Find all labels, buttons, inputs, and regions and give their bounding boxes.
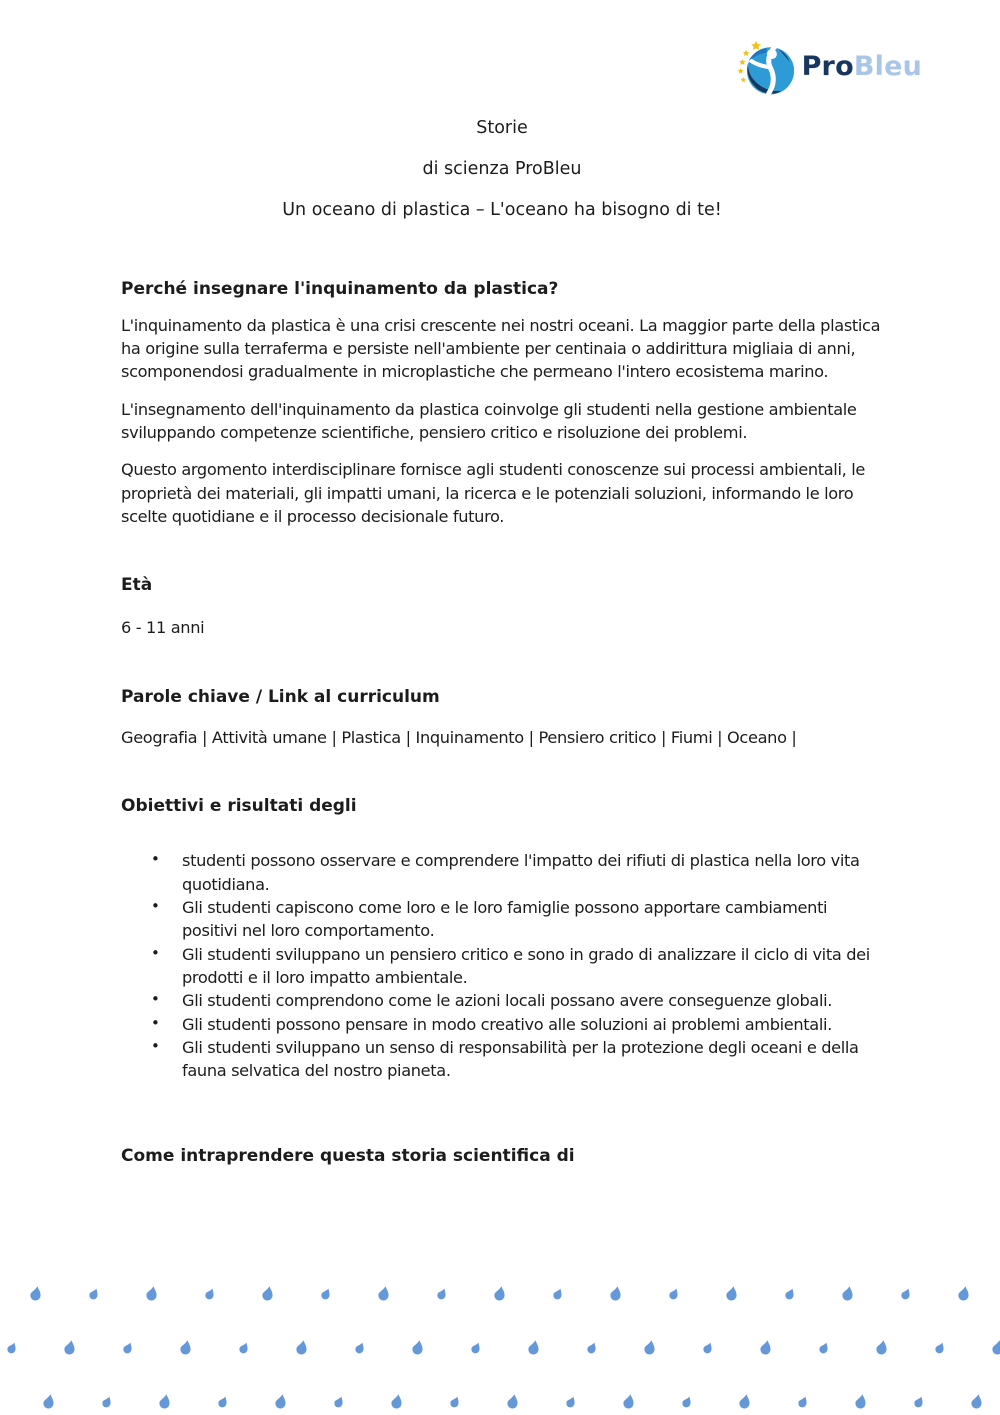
document-title	[121, 118, 883, 222]
water-drop-icon	[204, 1286, 215, 1301]
probleu-logo	[737, 40, 922, 98]
objective-item	[121, 896, 883, 943]
logo-text-bleu: Bleu	[853, 50, 922, 82]
water-drop-icon	[797, 1394, 808, 1409]
heading-how-to-start: Come intraprendere questa storia scientifica di	[121, 1145, 575, 1166]
water-drop-icon	[333, 1394, 344, 1409]
water-drop-icon	[913, 1394, 924, 1409]
water-drop-icon	[30, 1286, 41, 1301]
logo-text-pro: Pro	[801, 50, 854, 82]
heading-keywords: Parole chiave / Link al curriculum	[121, 686, 440, 707]
objective-text: Gli studenti possono pensare in modo creativo alle soluzioni ai problemi ambientali.	[182, 1014, 832, 1034]
water-drop-icon	[565, 1394, 576, 1409]
title-line-1: Storie	[476, 118, 528, 138]
water-drop-icon	[681, 1394, 692, 1409]
bullet-icon: •	[151, 850, 160, 869]
water-drop-icon	[159, 1394, 170, 1409]
objectives-list	[121, 849, 883, 1082]
water-drop-icon	[217, 1394, 228, 1409]
water-drop-icon	[855, 1394, 866, 1409]
water-drop-icon	[971, 1394, 982, 1409]
probleu-wordmark	[801, 50, 922, 86]
objective-text: Gli studenti sviluppano un senso di responsabilità per la protezione degli oceani e della fauna selvatica del nostro pianeta.	[182, 1037, 859, 1081]
water-drop-icon	[702, 1340, 713, 1355]
bullet-icon: •	[151, 1036, 160, 1055]
water-drop-icon	[528, 1340, 539, 1355]
water-drop-icon	[470, 1340, 481, 1355]
bullet-icon: •	[151, 990, 160, 1009]
water-drop-icon	[436, 1286, 447, 1301]
keywords-value: Geografia | Attività umane | Plastica | Inquinamento | Pensiero critico | Fiumi | Oceano |	[121, 727, 797, 747]
water-drop-icon	[391, 1394, 402, 1409]
objective-text: Gli studenti sviluppano un pensiero critico e sono in grado di analizzare il ciclo di vita dei prodotti e il loro impatto ambientale.	[182, 944, 870, 987]
heading-objectives: Obiettivi e risultati degli	[121, 796, 357, 817]
objective-text: Gli studenti capiscono come loro e le loro famiglie possono apportare cambiamenti positivi nel loro comportamento.	[182, 897, 828, 941]
water-drop-icon	[552, 1286, 563, 1301]
water-drop-icon	[146, 1286, 157, 1301]
water-drop-icon	[760, 1340, 771, 1355]
water-drop-icon	[101, 1394, 112, 1409]
paragraph-why-1: L'inquinamento da plastica è una crisi crescente nei nostri oceani. La maggior parte della plastica ha origine sulla terraferma e persiste nell'ambiente per centinaia o addirittura migliaia di anni, scomponendosi gradualmente in microplastiche che permeano l'intero ecosistema marino.	[121, 315, 881, 382]
water-drop-icon	[122, 1340, 133, 1355]
water-drop-icon	[900, 1286, 911, 1301]
objective-item	[121, 849, 883, 896]
water-drop-icon	[610, 1286, 621, 1301]
water-drop-icon	[449, 1394, 460, 1409]
water-drop-icon	[378, 1286, 389, 1301]
water-drop-icon	[992, 1340, 1000, 1355]
water-drop-icon	[320, 1286, 331, 1301]
probleu-logo-icon	[737, 40, 795, 98]
water-drop-icon	[818, 1340, 829, 1355]
water-drop-icon	[6, 1340, 17, 1355]
water-drop-icon	[668, 1286, 679, 1301]
water-drop-icon	[296, 1340, 307, 1355]
water-drop-icon	[354, 1340, 365, 1355]
water-drop-icon	[958, 1286, 969, 1301]
objective-item	[121, 943, 883, 990]
paragraph-why-2: L'insegnamento dell'inquinamento da plastica coinvolge gli studenti nella gestione ambientale sviluppando competenze scientifiche, pensiero critico e risoluzione dei problemi.	[121, 399, 857, 443]
bullet-icon: •	[151, 943, 160, 962]
heading-why-teach: Perché insegnare l'inquinamento da plastica?	[121, 278, 559, 299]
water-drop-icon	[586, 1340, 597, 1355]
water-drop-icon	[842, 1286, 853, 1301]
water-drop-icon	[784, 1286, 795, 1301]
title-line-3: Un oceano di plastica – L'oceano ha bisogno di te!	[282, 199, 722, 220]
water-drop-icon	[412, 1340, 423, 1355]
bullet-icon: •	[151, 1013, 160, 1032]
water-drop-icon	[180, 1340, 191, 1355]
objective-text: Gli studenti comprendono come le azioni locali possano avere conseguenze globali.	[182, 991, 833, 1011]
paragraph-why-3: Questo argomento interdisciplinare fornisce agli studenti conoscenze sui processi ambientali, le proprietà dei materiali, gli impatti umani, la ricerca e le potenziali soluzioni, informando le loro scelte quotidiane e il processo decisionale futuro.	[121, 460, 865, 527]
water-drop-icon	[262, 1286, 273, 1301]
objective-item	[121, 989, 883, 1012]
bullet-icon: •	[151, 896, 160, 915]
water-drop-icon	[275, 1394, 286, 1409]
water-drop-icon	[934, 1340, 945, 1355]
heading-age: Età	[121, 575, 153, 596]
water-drop-icon	[726, 1286, 737, 1301]
water-drop-icon	[88, 1286, 99, 1301]
water-drop-icon	[507, 1394, 518, 1409]
water-drop-icon	[876, 1340, 887, 1355]
water-drop-icon	[494, 1286, 505, 1301]
water-drop-icon	[238, 1340, 249, 1355]
document-content	[121, 118, 883, 1167]
water-drop-icon	[739, 1394, 750, 1409]
objective-item	[121, 1013, 883, 1036]
objective-text: studenti possono osservare e comprendere l'impatto dei rifiuti di plastica nella loro vita quotidiana.	[182, 851, 860, 894]
water-drop-icon	[623, 1394, 634, 1409]
objective-item	[121, 1036, 883, 1083]
water-drop-icon	[644, 1340, 655, 1355]
age-value: 6 - 11 anni	[121, 618, 205, 638]
water-drop-icon	[43, 1394, 54, 1409]
title-line-2: di scienza ProBleu	[422, 158, 582, 179]
water-drop-icon	[64, 1340, 75, 1355]
